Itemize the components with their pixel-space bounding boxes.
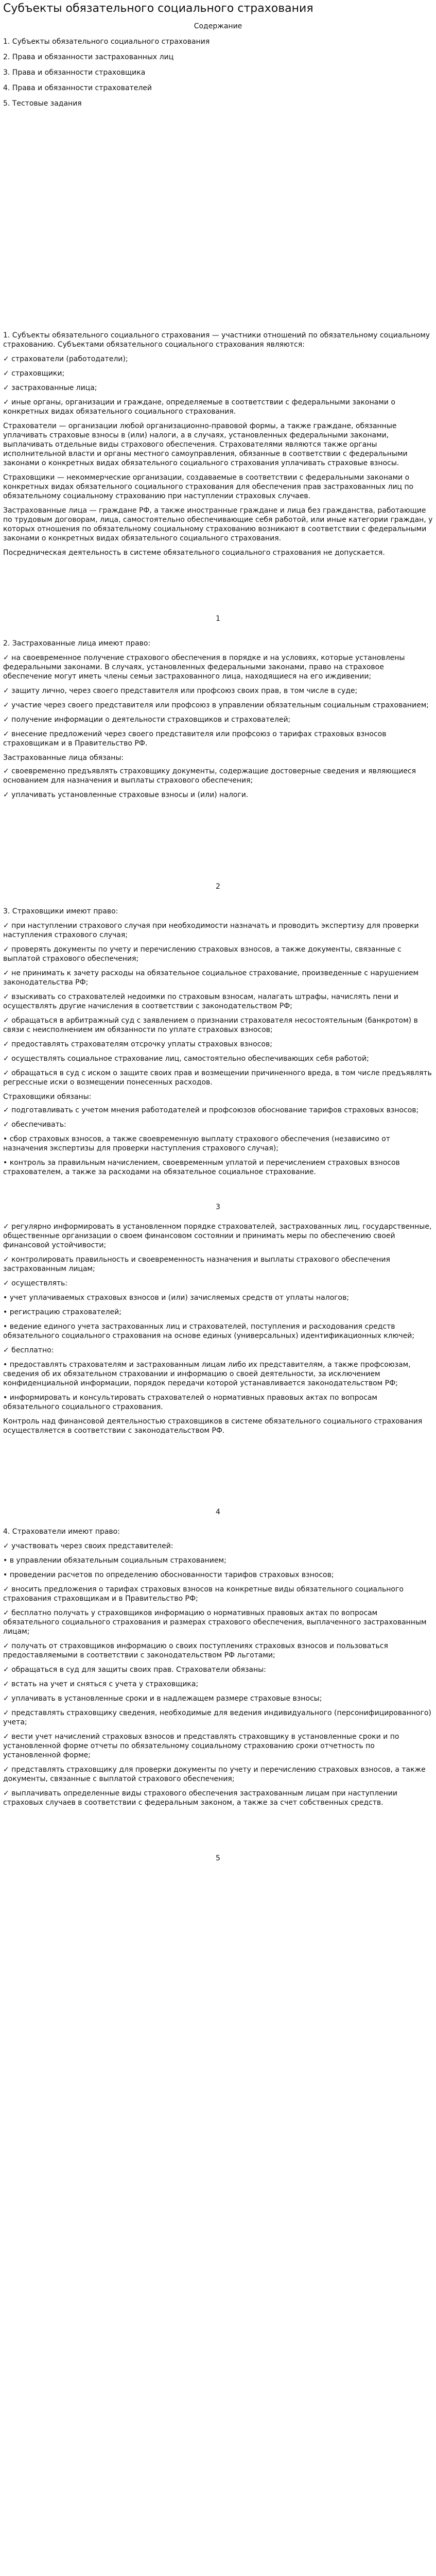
list-item: ✓ подготавливать с учетом мнения работодателей и профсоюзов обоснование тарифов страховых взносов; [3,1106,419,1114]
list-item: ✓ представлять страховщику для проверки документы по учету и перечислению страховых взносов, а также документы, связанные с выплатой страхового обеспечения; [3,1766,426,1783]
list-item: • контроль за правильным начислением, своевременным уплатой и перечислением страховых взносов страхователем, а также за расходами на обязательное социальное страхование. [3,1159,400,1176]
list-item: ✓ обращаться в суд с иском о защите своих прав и возмещении причиненного вреда, в том числе предъявлять регрессные иски о возмещении понесенных расходов. [3,1069,432,1087]
list-item: • предоставлять страхователям и застрахованным лицам либо их представителям, а также профсоюзам, сведения об их обязательном страховании и информацию о своей деятельности, за исключением конфиденциальной информации, порядок передачи которой устанавливается законодательством РФ; [3,1361,411,1387]
duties-heading: Застрахованные лица обязаны: [3,754,124,762]
toc-link-4[interactable]: 4. Права и обязанности страхователей [3,84,152,92]
paragraph: Контроль над финансовой деятельностью страховщиков в системе обязательного социального страхования осуществляется в соответствии с законодательством РФ. [3,1417,423,1435]
list-item: ✓ обращаться в арбитражный суд с заявлением о признании страхователя несостоятельным (банкротом) в связи с неисполнением им обязанности по уплате страховых взносов; [3,1016,418,1034]
list-item: ✓ обеспечивать: [3,1121,66,1129]
list-item: ✓ получать от страховщиков информацию о своих поступлениях страховых взносов и пользоваться предоставляемыми в соответствии с законодательством РФ льготами; [3,1642,388,1659]
list-item: ✓ иные органы, организации и граждане, определяемые в соответствии с федеральными законами о конкретных видах обязательного социального страхования. [3,398,395,416]
list-item: ✓ вносить предложения о тарифах страховых взносов на конкретные виды обязательного социального страхования страховщикам и в Правительство РФ; [3,1585,404,1603]
list-item: ✓ встать на учет и сняться с учета у страховщика; [3,1680,199,1688]
section-intro: 3. Страховщики имеют право: [3,907,118,916]
section-2 [3,639,433,800]
list-item: • ведение единого учета застрахованных лиц и страхователей, поступления и расходования средств обязательного социального страхования на основе единых (универсальных) идентификационных ключей; [3,1323,415,1340]
list-item: ✓ страховщики; [3,369,65,378]
list-item: • учет уплачиваемых страховых взносов и (или) зачисляемых средств от уплаты налогов; [3,1294,350,1302]
list-item: ✓ вести учет начислений страховых взносов и представлять страховщику в установленные сроки и по установленной форме отчеты по обязательному социальному страхованию сроки отчетность по установленной форме; [3,1733,399,1759]
section-intro: 4. Страхователи имеют право: [3,1528,120,1536]
list-item: ✓ осуществлять: [3,1279,68,1287]
list-item: ✓ на своевременное получение страхового обеспечения в порядке и на условиях, которые установлены федеральными законами. В случаях, установленных федеральными законами, право на страховое обеспечение могут иметь члены семьи застрахованного лица, находящиеся на его иждивении; [3,654,405,681]
list-item: • сбор страховых взносов, а также своевременную выплату страхового обеспечения (независимо от назначения экспертизы для проверки наступления страхового случая); [3,1135,390,1153]
section-3 [3,907,433,1177]
list-item: ✓ уплачивать в установленные сроки и в надлежащем размере страховые взносы; [3,1694,322,1703]
document-title: Субъекты обязательного социального страхования [3,2,313,15]
list-item: • информировать и консультировать страхователей о нормативных правовых актах по вопросам обязательного социального страхования. [3,1394,377,1411]
list-item: ✓ своевременно предъявлять страховщику документы, содержащие достоверные сведения и являющиеся основанием для назначения и выплаты страхового обеспечения; [3,767,416,785]
page-number: 5 [216,1854,220,1862]
list-item: ✓ застрахованные лица; [3,384,97,392]
section-1 [3,331,433,557]
list-item: ✓ выплачивать определенные виды страхового обеспечения застрахованным лицам при наступлении страховых случаев в соответствии с федеральным законом, а также за счет собственных средств. [3,1789,397,1807]
toc-link-3[interactable]: 3. Права и обязанности страховщика [3,69,146,77]
list-item: ✓ участие через своего представителя или профсоюз в управлении обязательным социальным страхованием; [3,701,429,709]
list-item: ✓ контролировать правильность и своевременность назначения и выплаты страхового обеспечения застрахованным лицам; [3,1256,390,1273]
page-number: 1 [216,615,220,623]
toc-link-2[interactable]: 2. Права и обязанности застрахованных лиц [3,53,174,61]
page-number: 4 [216,1508,220,1516]
list-item: ✓ участвовать через своих представителей: [3,1542,173,1550]
section-4 [3,1527,433,1807]
table-of-contents [3,37,433,108]
paragraph: Страхователи — организации любой организационно-правовой формы, а также граждане, обязанные уплачивать страховые взносы в (или) налоги, а в случаях, установленных федеральными законами, выплачивать отдельные виды страхового обеспечения. Страхователями являются также органы исполнительной власти и органы местного самоуправления, обязанные в соответствии с федеральными законами о конкретных видах обязательного социального страхования уплачивать страховые взносы. [3,422,408,467]
toc-link-1[interactable]: 1. Субъекты обязательного социального страхования [3,38,210,46]
list-item: ✓ обращаться в суд для защиты своих прав. Страхователи обязаны: [3,1666,266,1674]
list-item: ✓ проверять документы по учету и перечислению страховых взносов, а также документы, связанные с выплатой страхового обеспечения; [3,945,402,963]
list-item: ✓ уплачивать установленные страховые взносы и (или) налоги. [3,791,249,799]
list-item: ✓ внесение предложений через своего представителя или профсоюз о тарифах страховых взносов страховщикам и в Правительство РФ. [3,730,387,748]
page-number: 3 [216,1203,220,1211]
section-3-continued [3,1222,433,1435]
duties-heading: Страховщики обязаны: [3,1093,92,1101]
list-item: ✓ страхователи (работодатели); [3,355,128,363]
list-item: • проведении расчетов по определению обоснованности тарифов страховых взносов; [3,1571,334,1579]
toc-heading: Содержание [194,22,242,30]
list-item: ✓ защиту лично, через своего представителя или профсоюз своих прав, в том числе в суде; [3,687,358,695]
list-item: ✓ осуществлять социальное страхование лиц, самостоятельно обеспечивающих себя работой; [3,1055,369,1063]
toc-link-5[interactable]: 5. Тестовые задания [3,99,82,108]
list-item: ✓ представлять страховщику сведения, необходимые для ведения индивидуального (персонифицированного) учета; [3,1709,431,1726]
list-item: ✓ при наступлении страхового случая при необходимости назначать и проводить экспертизу для проверки наступления страхового случая; [3,922,419,939]
page-number: 2 [216,883,220,891]
list-item: • в управлении обязательным социальным страхованием; [3,1556,226,1565]
list-item: ✓ предоставлять страхователям отсрочку уплаты страховых взносов; [3,1040,272,1048]
paragraph: Посредническая деятельность в системе обязательного социального страхования не допускается. [3,549,385,557]
list-item: • регистрацию страхователей; [3,1308,121,1316]
list-item: ✓ не принимать к зачету расходы на обязательное социальное страхование, произведенные с нарушением законодательства РФ; [3,969,419,987]
section-intro: 1. Субъекты обязательного социального страхования — участники отношений по обязательному социальному страхованию. Субъектами обязательного социального страхования являются: [3,331,430,349]
paragraph: Страховщики — некоммерческие организации, создаваемые в соответствии с федеральными законами о конкретных видах обязательного социального страхования для обеспечения прав застрахованных лиц по обязательному социальному страхованию при наступлении страховых случаев. [3,473,414,500]
list-item: ✓ бесплатно получать у страховщиков информацию о нормативных правовых актах по вопросам обязательного социального страхования и размерах страхового обеспечения, выплаченного застрахованным лицам; [3,1609,427,1636]
list-item: ✓ взыскивать со страхователей недоимки по страховым взносам, налагать штрафы, начислять пени и осуществлять другие начисления в соответствии с законодательством РФ; [3,993,398,1010]
paragraph: Застрахованные лица — граждане РФ, а также иностранные граждане и лица без гражданства, работающие по трудовым договорам, лица, самостоятельно обеспечивающие себя работой, или иные категории граждан, у которых отношения по обязательному социальному страхованию возникают в соответствии с федеральными законами о конкретных видах обязательного социального страхования. [3,506,433,543]
list-item: ✓ получение информации о деятельности страховщиков и страхователей; [3,716,291,724]
list-item: ✓ бесплатно: [3,1346,54,1354]
section-intro: 2. Застрахованные лица имеют право: [3,639,151,648]
list-item: ✓ регулярно информировать в установленном порядке страхователей, застрахованных лиц, государственные, общественные организации о своем финансовом состоянии и принимать меры по обеспечению своей финансовой устойчивости; [3,1223,432,1249]
